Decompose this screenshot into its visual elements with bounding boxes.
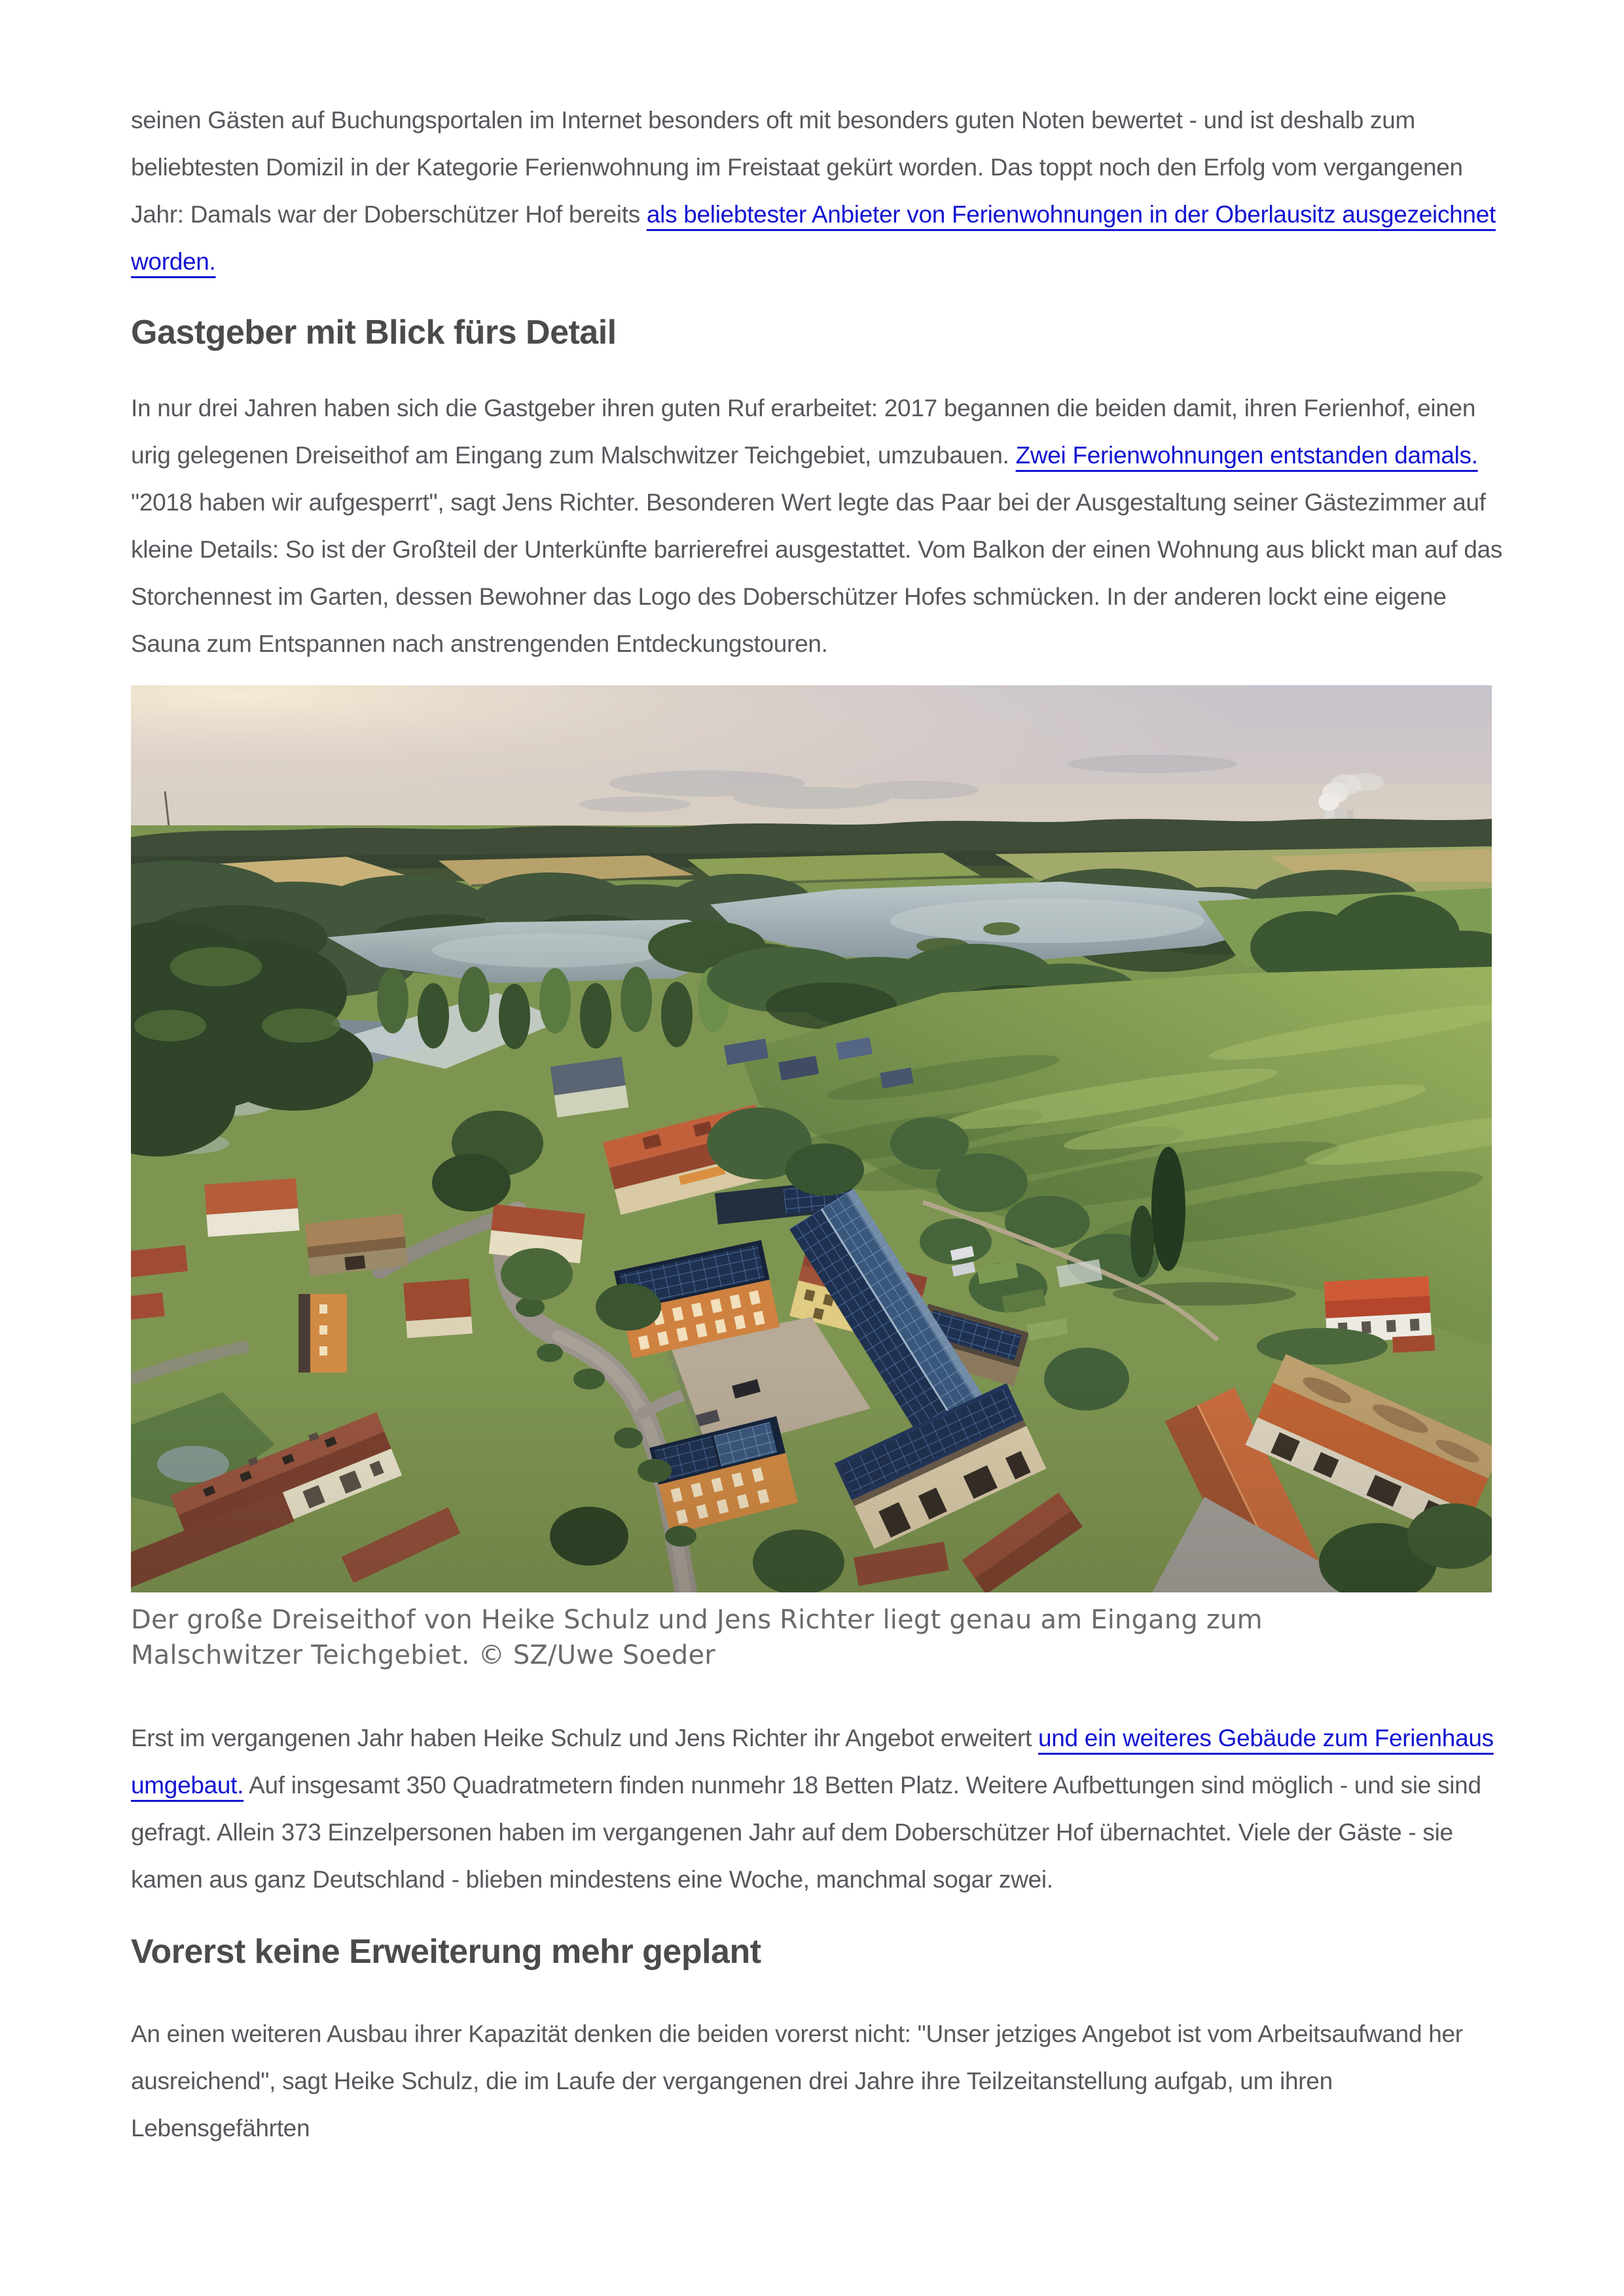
- heading-gastgeber-detail: Gastgeber mit Blick fürs Detail: [131, 314, 617, 351]
- aerial-photo-illustration: [131, 685, 1492, 1592]
- photo-caption: Der große Dreiseithof von Heike Schulz und Jens Richter liegt genau am Eingang zum Malschwitzer Teichgebiet. © SZ/Uwe Soeder: [131, 1605, 1263, 1670]
- paragraph-text: Auf insgesamt 350 Quadratmetern finden nunmehr 18 Betten Platz. Weitere Aufbettungen sind möglich - und sie sind gefragt. Allein 373 Einzelpersonen haben im vergangenen Jahr auf dem Doberschützer Hof übernachtet. Viele der Gäste - sie kamen aus ganz Deutschland - blieben mindestens eine Woche, manchmal sogar zwei.: [131, 1772, 1481, 1893]
- link-ferienhaus-umgebaut[interactable]: und ein weiteres Gebäude zum Ferienhaus umgebaut.: [131, 1725, 1494, 1799]
- paragraph-text: "2018 haben wir aufgesperrt", sagt Jens Richter. Besonderen Wert legte das Paar bei der Ausgestaltung seiner Gästezimmer auf kleine Details: So ist der Großteil der Unterkünfte barrierefrei ausgestattet. Vom Balkon der einen Wohnung aus blickt man auf das Storchennest im Garten, dessen Bewohner das Logo des Doberschützer Hofes schmücken. In der anderen lockt eine eigene Sauna zum Entspannen nach anstrengenden Entdeckungstouren.: [131, 489, 1503, 657]
- heading-keine-erweiterung: Vorerst keine Erweiterung mehr geplant: [131, 1933, 761, 1971]
- paragraph-intro-continuation: [131, 97, 1512, 285]
- link-zwei-ferienwohnungen[interactable]: Zwei Ferienwohnungen entstanden damals.: [1015, 442, 1478, 469]
- paragraph-expansion: [131, 1715, 1512, 1903]
- article-photo: [131, 685, 1492, 1592]
- paragraph-text: In nur drei Jahren haben sich die Gastgeber ihren guten Ruf erarbeitet: 2017 begannen die beiden damit, ihren Ferienhof, einen urig gelegenen Dreiseithof am Eingang zum Malschwitzer Teichgebiet, umzubauen.: [131, 395, 1476, 469]
- paragraph-no-expansion: An einen weiteren Ausbau ihrer Kapazität denken die beiden vorerst nicht: "Unser jetziges Angebot ist vom Arbeitsaufwand her ausreichend", sagt Heike Schulz, die im Laufe der vergangenen drei Jahre ihre Teilzeitanstellung aufgab, um ihren Lebensgefährten: [131, 2020, 1463, 2142]
- paragraph-detail: [131, 385, 1512, 668]
- paragraph-text: seinen Gästen auf Buchungsportalen im Internet besonders oft mit besonders guten Noten bewertet - und ist deshalb zum beliebtesten Domizil in der Kategorie Ferienwohnung im Freistaat gekürt worden. Das toppt noch den Erfolg vom vergangenen Jahr: Damals war der Doberschützer Hof bereits: [131, 107, 1463, 228]
- paragraph-text: Erst im vergangenen Jahr haben Heike Schulz und Jens Richter ihr Angebot erweitert: [131, 1725, 1038, 1751]
- link-oberlausitz-award[interactable]: als beliebtester Anbieter von Ferienwohnungen in der Oberlausitz ausgezeichnet worden.: [131, 201, 1496, 275]
